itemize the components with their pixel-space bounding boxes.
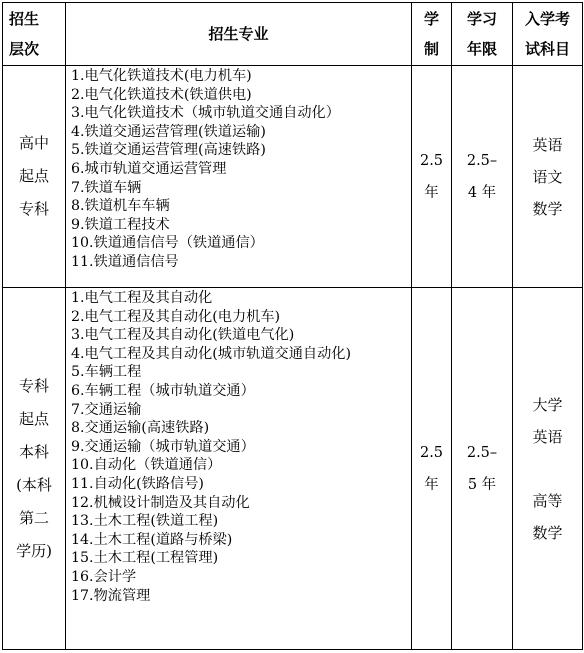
level-text: 本科 — [18, 442, 49, 461]
major-item: 4.铁道交通运营管理(铁道运输) — [71, 123, 266, 140]
subject: 语文 — [532, 167, 563, 186]
major-item: 11.铁道通信信号 — [71, 253, 179, 270]
subject: 数学 — [532, 523, 563, 542]
level-cell — [3, 66, 66, 288]
subject: 英语 — [532, 427, 563, 446]
major-item: 13.土木工程(铁道工程) — [71, 513, 219, 530]
admission-table — [2, 2, 583, 650]
years-max: 4 年 — [467, 184, 497, 201]
header-level: 招生 层次 — [3, 3, 66, 66]
subject-spacer — [513, 453, 582, 485]
major-item: 8.交通运输(高速铁路) — [71, 420, 210, 437]
level-text: 起点 — [18, 409, 49, 428]
major-item: 7.铁道车辆 — [71, 179, 142, 196]
major-item: 3.电气化铁道技术（城市轨道交通自动化） — [71, 105, 340, 122]
major-item: 11.自动化(铁路信号) — [71, 475, 204, 492]
major-item: 14.土木工程(道路与桥梁) — [71, 531, 233, 548]
header-exam-subjects: 入学考 试科目 — [513, 3, 583, 66]
major-item: 3.电气工程及其自动化(铁道电气化) — [71, 327, 295, 344]
major-item: 6.车辆工程（城市轨道交通） — [71, 382, 255, 399]
system-cell — [412, 288, 452, 650]
header-study-years: 学习 年限 — [452, 3, 513, 66]
level-text: 高中 — [18, 134, 49, 152]
major-item: 12.机械设计制造及其自动化 — [71, 494, 250, 511]
level-text: 专科 — [18, 376, 49, 395]
level-text: 专科 — [18, 200, 49, 218]
level-cell — [3, 288, 66, 650]
header-major: 招生专业 — [66, 3, 412, 66]
major-item: 1.电气化铁道技术(电力机车) — [71, 68, 252, 84]
major-item: 10.铁道通信信号（铁道通信） — [71, 235, 264, 252]
subject: 英语 — [532, 135, 563, 154]
major-item: 2.电气工程及其自动化(电力机车) — [71, 308, 281, 325]
study-years-cell — [452, 66, 513, 288]
level-text: 学历) — [16, 541, 52, 560]
system-unit: 年 — [424, 184, 439, 201]
table-row-college-to-bachelor — [3, 288, 583, 650]
major-item: 6.城市轨道交通运营管理 — [71, 160, 227, 177]
major-item: 5.铁道交通运营管理(高速铁路) — [71, 142, 266, 159]
major-list — [66, 66, 412, 288]
subject: 大学 — [532, 395, 563, 414]
major-item: 9.交通运输（城市轨道交通） — [71, 438, 255, 455]
major-item: 9.铁道工程技术 — [71, 216, 170, 233]
subjects-cell — [513, 288, 583, 650]
system-unit: 年 — [424, 476, 439, 493]
major-item: 4.电气工程及其自动化(城市轨道交通自动化) — [71, 345, 351, 362]
header-row — [3, 3, 583, 66]
major-list — [66, 288, 412, 650]
level-text: (本科 — [16, 475, 52, 494]
system-value: 2.5 — [419, 152, 444, 169]
major-item: 5.车辆工程 — [71, 364, 142, 381]
major-item: 8.铁道机车车辆 — [71, 198, 170, 215]
subjects-cell — [513, 66, 583, 288]
major-item: 10.自动化（铁道通信） — [71, 457, 222, 474]
study-years-cell — [452, 288, 513, 650]
major-item: 7.交通运输 — [71, 401, 142, 418]
level-text: 起点 — [18, 167, 49, 185]
system-value: 2.5 — [419, 444, 444, 461]
level-text: 第二 — [18, 508, 49, 527]
major-item: 16.会计学 — [71, 568, 137, 585]
subject: 高等 — [532, 491, 563, 510]
major-item: 15.土木工程(工程管理) — [71, 550, 219, 567]
years-range: 2.5– — [466, 152, 498, 169]
years-range: 2.5– — [466, 444, 498, 461]
subject: 数学 — [532, 199, 563, 218]
major-item: 17.物流管理 — [71, 587, 151, 604]
header-system: 学 制 — [412, 3, 452, 66]
major-item: 2.电气化铁道技术(铁道供电) — [71, 86, 252, 103]
table-row-high-school-to-college — [3, 66, 583, 288]
years-max: 5 年 — [467, 476, 497, 493]
major-item: 1.电气工程及其自动化 — [71, 290, 213, 306]
system-cell — [412, 66, 452, 288]
